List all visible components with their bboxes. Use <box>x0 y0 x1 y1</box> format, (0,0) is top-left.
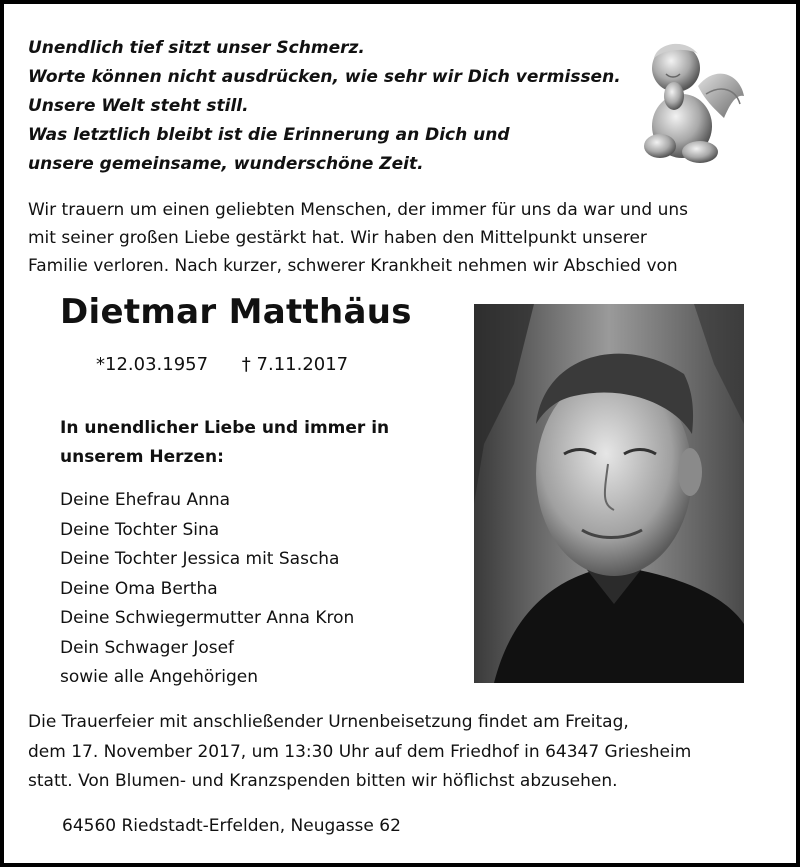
list-item: Deine Tochter Jessica mit Sascha <box>60 549 340 569</box>
list-item: Deine Tochter Sina <box>60 519 220 540</box>
list-item: Deine Oma Bertha <box>60 578 218 599</box>
poem-line: Unendlich tief sitzt unser Schmerz. <box>28 38 365 58</box>
poem-line: Was letztlich bleibt ist die Erinnerung an Dich und <box>28 125 510 145</box>
address: 64560 Riedstadt-Erfelden, Neugasse 62 <box>62 816 401 836</box>
funeral-line: Die Trauerfeier mit anschließender Urnenbeisetzung findet am Freitag, <box>28 712 629 732</box>
mourners-heading <box>60 414 389 472</box>
list-item: Deine Schwiegermutter Anna Kron <box>60 608 355 628</box>
poem-line: Unsere Welt steht still. <box>28 96 249 116</box>
poem <box>28 34 621 179</box>
poem-line: Worte können nicht ausdrücken, wie sehr wir Dich vermissen. <box>28 67 621 87</box>
poem-line: unsere gemeinsame, wunderschöne Zeit. <box>28 154 424 174</box>
funeral-info <box>28 708 691 797</box>
list-item: Dein Schwager Josef <box>60 637 235 658</box>
portrait-photo <box>474 304 744 683</box>
list-item: Deine Ehefrau Anna <box>60 490 231 510</box>
birth-date: *12.03.1957 <box>96 354 209 375</box>
mourners-heading-line: unserem Herzen: <box>60 447 224 467</box>
mourners-list <box>60 486 354 693</box>
list-item: sowie alle Angehörigen <box>60 667 259 687</box>
life-dates <box>96 354 376 375</box>
intro-line: Wir trauern um einen geliebten Menschen, der immer für uns da war und uns <box>28 200 689 220</box>
intro-line: Familie verloren. Nach kurzer, schwerer Krankheit nehmen wir Abschied von <box>28 256 678 276</box>
death-date: † 7.11.2017 <box>241 354 349 375</box>
intro-line: mit seiner großen Liebe gestärkt hat. Wir haben den Mittelpunkt unserer <box>28 228 647 248</box>
funeral-line: dem 17. November 2017, um 13:30 Uhr auf dem Friedhof in 64347 Griesheim <box>28 741 692 762</box>
angel-figurine-icon <box>636 34 748 166</box>
mourners-heading-line: In unendlicher Liebe und immer in <box>60 418 390 438</box>
deceased-name: Dietmar Matthäus <box>60 292 412 332</box>
intro-text <box>28 196 688 280</box>
funeral-line: statt. Von Blumen- und Kranzspenden bitten wir höflichst abzusehen. <box>28 771 618 791</box>
